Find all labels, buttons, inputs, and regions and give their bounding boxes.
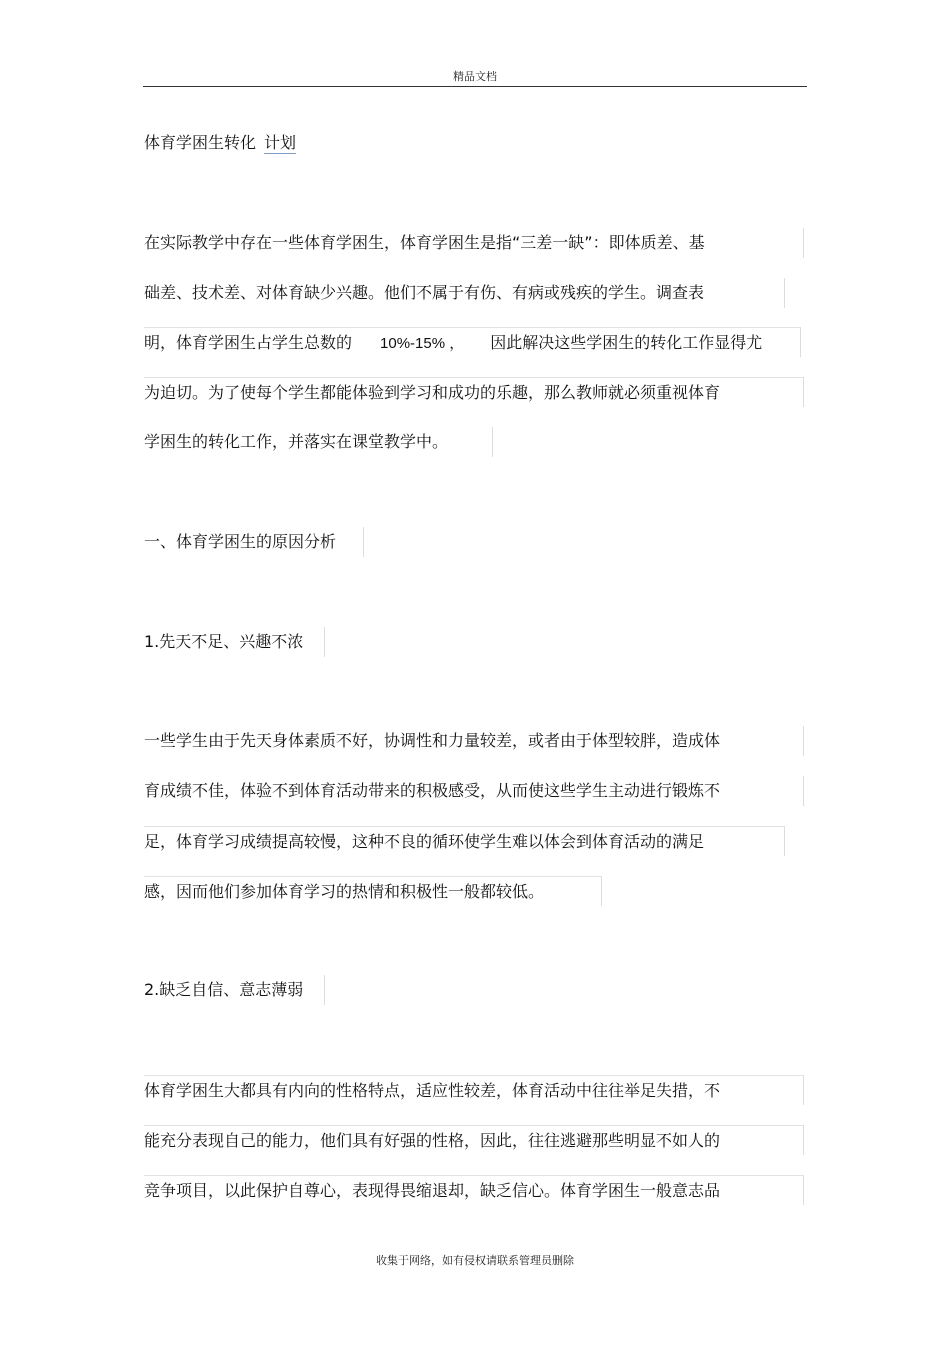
sub1-line-2: 育成绩不佳，体验不到体育活动带来的积极感受，从而使这些学生主动进行锻炼不 [144, 776, 804, 806]
intro-line-3-before: 明，体育学困生占学生总数的 [144, 333, 353, 352]
subheading-1: 1.先天不足、兴趣不浓 [144, 627, 325, 657]
intro-line-5: 学困生的转化工作，并落实在课堂教学中。 [144, 427, 493, 457]
intro-percent: 10%-15% ， [380, 335, 465, 352]
intro-line-4: 为迫切。为了使每个学生都能体验到学习和成功的乐趣，那么教师就必须重视体育 [144, 377, 804, 407]
document-title [144, 128, 302, 158]
sub1-line-4: 感，因而他们参加体育学习的热情和积极性一般都较低。 [144, 876, 602, 906]
title-main: 体育学困生转化 [144, 133, 257, 152]
intro-line-3-after: 因此解决这些学困生的转化工作显得尤 [490, 333, 763, 352]
subheading-2: 2.缺乏自信、意志薄弱 [144, 975, 325, 1005]
sub1-line-1: 一些学生由于先天身体素质不好，协调性和力量较差，或者由于体型较胖，造成体 [144, 726, 804, 756]
intro-line-2: 础差、技术差、对体育缺少兴趣。他们不属于有伤、有病或残疾的学生。调查表 [144, 278, 785, 308]
title-plan: 计划 [264, 133, 297, 152]
header-label: 精品文档 [453, 70, 497, 83]
sub1-line-3: 足，体育学习成绩提高较慢，这种不良的循环使学生难以体会到体育活动的满足 [144, 826, 785, 856]
intro-line-3 [144, 327, 801, 357]
sub2-line-1: 体育学困生大都具有内向的性格特点，适应性较差，体育活动中往往举足失措，不 [144, 1075, 804, 1105]
sub2-line-3: 竞争项目，以此保护自尊心，表现得畏缩退却，缺乏信心。体育学困生一般意志品 [144, 1175, 804, 1205]
sub2-line-2: 能充分表现自己的能力，他们具有好强的性格，因此，往往逃避那些明显不如人的 [144, 1125, 804, 1155]
header-rule [143, 86, 807, 87]
page-footer: 收集于网络，如有侵权请联系管理员删除 [376, 1254, 574, 1267]
section-heading-1: 一、体育学困生的原因分析 [144, 527, 364, 557]
intro-line-1: 在实际教学中存在一些体育学困生，体育学困生是指“三差一缺”：即体质差、基 [144, 228, 804, 258]
